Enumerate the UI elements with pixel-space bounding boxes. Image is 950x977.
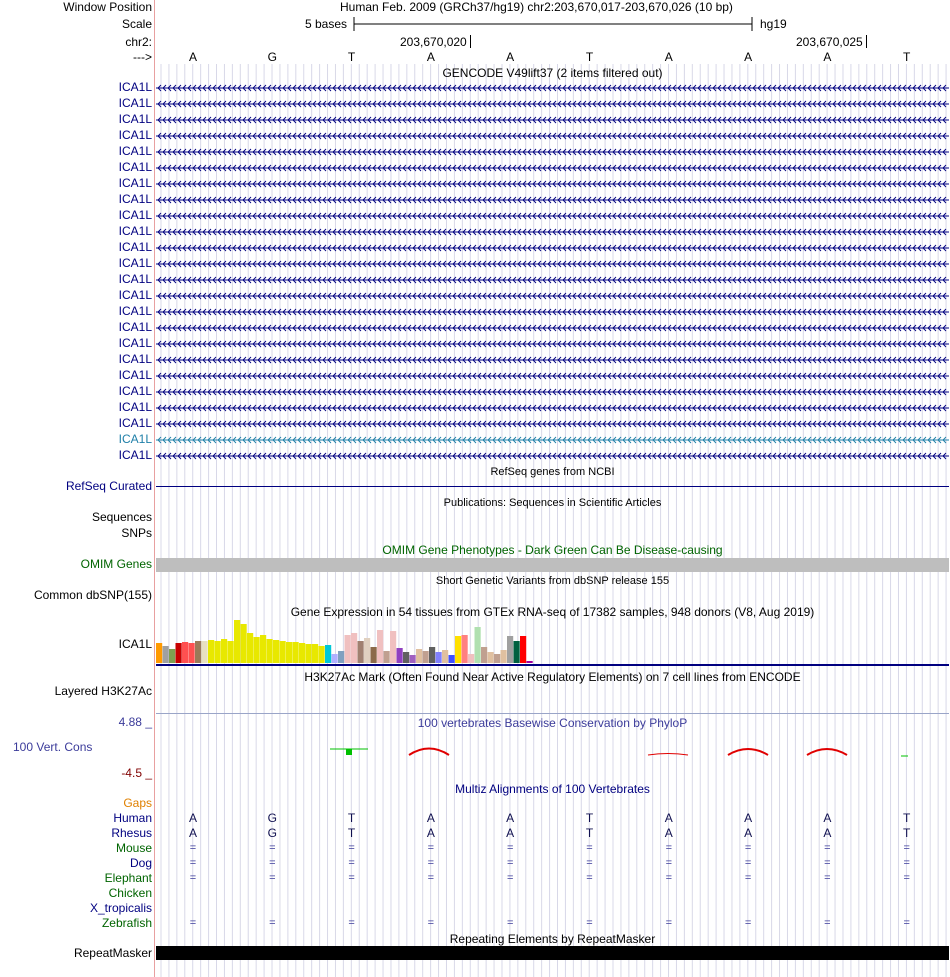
multiz-base: T [903,826,911,840]
window-position-label: Window Position [63,0,152,14]
multiz-base: T [347,826,356,840]
multiz-base: A [188,826,197,840]
gtex-tissue-bar[interactable] [312,644,318,663]
gtex-tissue-bar[interactable] [195,641,201,663]
multiz-base: A [506,826,515,840]
window-position-value: Human Feb. 2009 (GRCh37/hg19) chr2:203,670,017-203,670,026 (10 bp) [340,0,733,14]
multiz-base: A [506,811,515,825]
gencode-item-gene-line[interactable] [156,385,949,398]
gtex-tissue-bar[interactable] [169,649,175,663]
sequence-base: A [664,50,673,64]
gencode-item-gene-line[interactable] [156,433,949,446]
gencode-item-label[interactable]: ICA1L [118,384,152,398]
sequence-base: G [267,50,277,64]
multiz-base: = [189,917,197,929]
gtex-tissue-bar[interactable] [286,642,292,663]
gencode-item-gene-line[interactable] [156,369,949,382]
gtex-tissue-bar[interactable] [351,633,357,663]
multiz-base: = [744,917,752,929]
gtex-tissue-bar[interactable] [410,655,416,663]
gtex-tissue-bar[interactable] [299,643,305,663]
multiz-base: A [664,826,673,840]
gtex-tissue-bar[interactable] [416,649,422,663]
gencode-item-label[interactable]: ICA1L [118,448,152,462]
gencode-item-label[interactable]: ICA1L [118,240,152,254]
gencode-item-label[interactable]: ICA1L [118,368,152,382]
multiz-base: = [744,872,752,884]
multiz-base: = [824,872,831,884]
gencode-item-gene-line[interactable] [156,113,949,126]
multiz-base: = [189,857,197,869]
gtex-tissue-bar[interactable] [358,641,364,663]
gencode-item-gene-line[interactable] [156,145,949,158]
gtex-tissue-bar[interactable] [189,643,195,663]
gencode-item-gene-line[interactable] [156,97,949,110]
gtex-tissue-bar[interactable] [260,635,266,663]
multiz-base: T [585,826,594,840]
multiz-base: = [903,917,910,929]
multiz-base: = [427,857,435,869]
h3k27ac-track-title[interactable]: H3K27Ac Mark (Often Found Near Active Regulatory Elements) on 7 cell lines from ENCODE [304,670,801,684]
gencode-item-gene-line[interactable] [156,257,949,270]
multiz-base: = [586,917,593,929]
gtex-tissue-bar[interactable] [325,645,331,663]
multiz-species-label[interactable]: Rhesus [111,826,152,840]
multiz-base: T [585,811,594,825]
multiz-species-label[interactable]: Elephant [104,871,152,885]
gtex-tissue-bar[interactable] [429,647,435,663]
gtex-tissue-bar[interactable] [228,641,234,663]
multiz-base: T [347,811,356,825]
gencode-item-gene-line[interactable] [156,305,949,318]
gencode-item-gene-line[interactable] [156,193,949,206]
gencode-item-label[interactable]: ICA1L [118,96,152,110]
multiz-base: A [744,826,753,840]
multiz-base: G [267,826,277,840]
multiz-track-title[interactable]: Multiz Alignments of 100 Vertebrates [455,782,650,796]
gtex-tissue-bar[interactable] [247,633,253,663]
gencode-item-label[interactable]: ICA1L [118,128,152,142]
multiz-base: = [269,872,276,884]
sequence-base: A [426,50,435,64]
coord-1: 203,670,020 [400,35,467,49]
phylop-track-title[interactable]: 100 vertebrates Basewise Conservation by PhyloP [417,716,688,730]
strand-label: ---> [133,50,152,64]
gencode-item-label[interactable]: ICA1L [118,256,152,270]
gtex-tissue-bar[interactable] [462,635,468,663]
refseq-track-title[interactable]: RefSeq genes from NCBI [490,466,615,478]
multiz-base: = [665,857,673,869]
multiz-base: A [823,811,832,825]
multiz-base: A [744,811,753,825]
gtex-tissue-bar[interactable] [403,652,409,663]
repeatmasker-track-label[interactable]: RepeatMasker [73,946,152,960]
gencode-item-gene-line[interactable] [156,353,949,366]
multiz-base: A [188,811,197,825]
h3k27ac-baseline [156,713,949,714]
gtex-tissue-bar[interactable] [455,636,461,663]
sequence-base: T [903,50,911,64]
gencode-item-gene-line[interactable] [156,81,949,94]
gtex-tissue-bar[interactable] [364,638,370,663]
multiz-gaps-label[interactable]: Gaps [123,796,152,810]
gtex-tissue-bar[interactable] [280,641,286,663]
gencode-item-gene-line[interactable] [156,241,949,254]
chrom-label: chr2: [125,35,152,49]
gencode-item-gene-line[interactable] [156,129,949,142]
multiz-base: = [903,842,910,854]
multiz-base: = [744,857,752,869]
multiz-species-label[interactable]: Human [113,811,152,825]
gencode-item-gene-line[interactable] [156,209,949,222]
gencode-item-label[interactable]: ICA1L [118,336,152,350]
sequence-base: T [347,50,356,64]
gtex-tissue-bar[interactable] [202,641,208,663]
multiz-base: = [269,917,276,929]
gtex-tissue-bar[interactable] [514,641,520,663]
phylop-signal[interactable] [156,740,949,762]
multiz-species-label[interactable]: X_tropicalis [89,901,152,915]
multiz-base: = [824,857,831,869]
multiz-species-label[interactable]: Mouse [115,841,152,855]
gtex-tissue-bar[interactable] [507,636,513,663]
coord-tick-1 [400,35,471,50]
gtex-tissue-bar[interactable] [338,651,344,663]
gtex-track-label[interactable]: ICA1L [118,637,152,651]
gencode-item-gene-line[interactable] [156,225,949,238]
gtex-tissue-bar[interactable] [163,646,169,663]
gencode-track-title[interactable]: GENCODE V49lift37 (2 items filtered out) [442,66,663,80]
multiz-base: = [506,917,514,929]
gencode-item-label[interactable]: ICA1L [118,304,152,318]
scale-value: 5 bases [305,17,348,31]
phylop-max-label: 4.88 _ [118,715,152,729]
multiz-base: A [823,826,832,840]
gencode-item-label[interactable]: ICA1L [118,400,152,414]
gtex-tissue-bar[interactable] [481,647,487,663]
gencode-item-label[interactable]: ICA1L [118,80,152,94]
gtex-tissue-bar[interactable] [436,652,442,663]
multiz-base: A [426,811,435,825]
gtex-tissue-bar[interactable] [397,648,403,663]
publications-label-sequences[interactable]: Sequences [91,510,152,524]
multiz-base: = [903,872,910,884]
multiz-base: = [348,917,355,929]
publications-track-title[interactable]: Publications: Sequences in Scientific Articles [443,497,662,509]
multiz-base: = [269,842,276,854]
gtex-tissue-bar[interactable] [384,651,390,663]
gencode-item-label[interactable]: ICA1L [118,320,152,334]
gencode-item-label[interactable]: ICA1L [118,208,152,222]
gtex-tissue-bar[interactable] [254,637,260,663]
gencode-item-label[interactable]: ICA1L [118,176,152,190]
multiz-base: = [665,872,673,884]
gtex-tissue-bar[interactable] [345,635,351,663]
gtex-tissue-bar[interactable] [221,639,227,663]
gtex-tissue-bar[interactable] [371,647,377,663]
gtex-tissue-bar[interactable] [475,627,481,663]
gencode-item-gene-line[interactable] [156,273,949,286]
gtex-tissue-bar[interactable] [176,643,182,663]
track-label-divider [154,0,155,977]
gtex-tissue-bar[interactable] [234,620,240,663]
repeatmasker-bar[interactable] [156,946,949,960]
gtex-tissue-bar[interactable] [208,640,214,663]
dbsnp-track-label[interactable]: Common dbSNP(155) [33,588,152,602]
phylop-min-label: -4.5 _ [121,766,152,780]
gtex-bar-chart[interactable] [156,618,949,668]
scale-bar [352,15,754,33]
gencode-item-label[interactable]: ICA1L [118,192,152,206]
gencode-item-gene-line[interactable] [156,161,949,174]
sequence-base: A [506,50,515,64]
omim-track-label[interactable]: OMIM Genes [80,557,152,571]
multiz-species-label[interactable]: Dog [129,856,152,870]
multiz-base: = [586,857,593,869]
sequence-base: A [188,50,197,64]
gtex-tissue-bar[interactable] [423,651,429,663]
multiz-base: = [586,842,593,854]
gtex-tissue-bar[interactable] [494,654,500,663]
multiz-base: = [269,857,276,869]
gencode-item-gene-line[interactable] [156,401,949,414]
phylop-track-label[interactable]: 100 Vert. Cons [13,740,93,754]
coord-tick-2 [796,35,867,50]
gtex-tissue-bar[interactable] [488,652,494,663]
gtex-tissue-bar[interactable] [377,630,383,663]
multiz-base: = [348,857,355,869]
multiz-base: = [506,857,514,869]
h3k27ac-track-label[interactable]: Layered H3K27Ac [54,684,152,698]
gencode-item-gene-line[interactable] [156,449,949,462]
gtex-tissue-bar[interactable] [293,642,299,663]
multiz-base: = [744,842,752,854]
multiz-base: G [267,811,277,825]
coord-2: 203,670,025 [796,35,863,49]
gtex-tissue-bar[interactable] [156,643,162,663]
gencode-item-label[interactable]: ICA1L [118,112,152,126]
multiz-base: = [427,917,435,929]
sequence-base: T [585,50,594,64]
gtex-tissue-bar[interactable] [520,636,526,663]
gtex-tissue-bar[interactable] [215,641,221,663]
multiz-base: = [189,872,197,884]
gtex-tissue-bar[interactable] [449,655,455,663]
gtex-tissue-bar[interactable] [332,654,338,663]
gencode-item-label[interactable]: ICA1L [118,224,152,238]
multiz-base: = [348,872,355,884]
refseq-gene-line[interactable] [156,486,949,487]
multiz-species-label[interactable]: Zebrafish [101,916,152,930]
multiz-base: = [824,842,831,854]
gencode-item-label[interactable]: ICA1L [118,352,152,366]
gtex-tissue-bar[interactable] [501,650,507,663]
gencode-item-gene-line[interactable] [156,337,949,350]
repeatmasker-track-title[interactable]: Repeating Elements by RepeatMasker [449,932,656,946]
gencode-item-gene-line[interactable] [156,289,949,302]
gtex-tissue-bar[interactable] [306,644,312,663]
multiz-base: = [189,842,197,854]
gencode-item-gene-line[interactable] [156,417,949,430]
refseq-track-label[interactable]: RefSeq Curated [65,479,152,493]
multiz-base: T [903,811,911,825]
multiz-base: = [506,842,514,854]
multiz-base: = [824,917,831,929]
gtex-tissue-bar[interactable] [267,639,273,663]
gencode-item-label[interactable]: ICA1L [118,272,152,286]
multiz-base: = [506,872,514,884]
multiz-base: A [426,826,435,840]
omim-gene-bar[interactable] [156,558,949,572]
multiz-base: = [427,872,435,884]
gtex-tissue-bar[interactable] [319,646,325,663]
gtex-tissue-bar[interactable] [182,642,188,663]
gencode-item-gene-line[interactable] [156,177,949,190]
gtex-tissue-bar[interactable] [273,640,279,663]
multiz-base: = [665,917,673,929]
multiz-base: A [664,811,673,825]
gtex-tissue-bar[interactable] [390,631,396,663]
scale-label: Scale [121,17,152,31]
gencode-item-gene-line[interactable] [156,321,949,334]
dbsnp-track-title[interactable]: Short Genetic Variants from dbSNP release 155 [435,575,670,587]
multiz-base: = [586,872,593,884]
gtex-tissue-bar[interactable] [527,661,533,663]
multiz-base: = [427,842,435,854]
gencode-item-label[interactable]: ICA1L [118,416,152,430]
gtex-track-title[interactable]: Gene Expression in 54 tissues from GTEx RNA-seq of 17382 samples, 948 donors (V8, Aug 2019) [290,605,815,619]
publications-label-snps[interactable]: SNPs [121,526,152,540]
gencode-item-label[interactable]: ICA1L [118,144,152,158]
gtex-tissue-bar[interactable] [442,650,448,663]
gencode-item-label[interactable]: ICA1L [118,288,152,302]
scale-assembly: hg19 [760,17,787,31]
omim-track-title[interactable]: OMIM Gene Phenotypes - Dark Green Can Be Disease-causing [382,543,723,557]
multiz-base: = [665,842,673,854]
multiz-base: = [348,842,355,854]
multiz-base: = [903,857,910,869]
sequence-base: A [823,50,832,64]
gencode-item-label[interactable]: ICA1L [118,432,152,446]
gtex-tissue-bar[interactable] [468,654,474,663]
multiz-species-label[interactable]: Chicken [108,886,152,900]
gtex-tissue-bar[interactable] [241,624,247,663]
sequence-base: A [744,50,753,64]
gencode-item-label[interactable]: ICA1L [118,160,152,174]
